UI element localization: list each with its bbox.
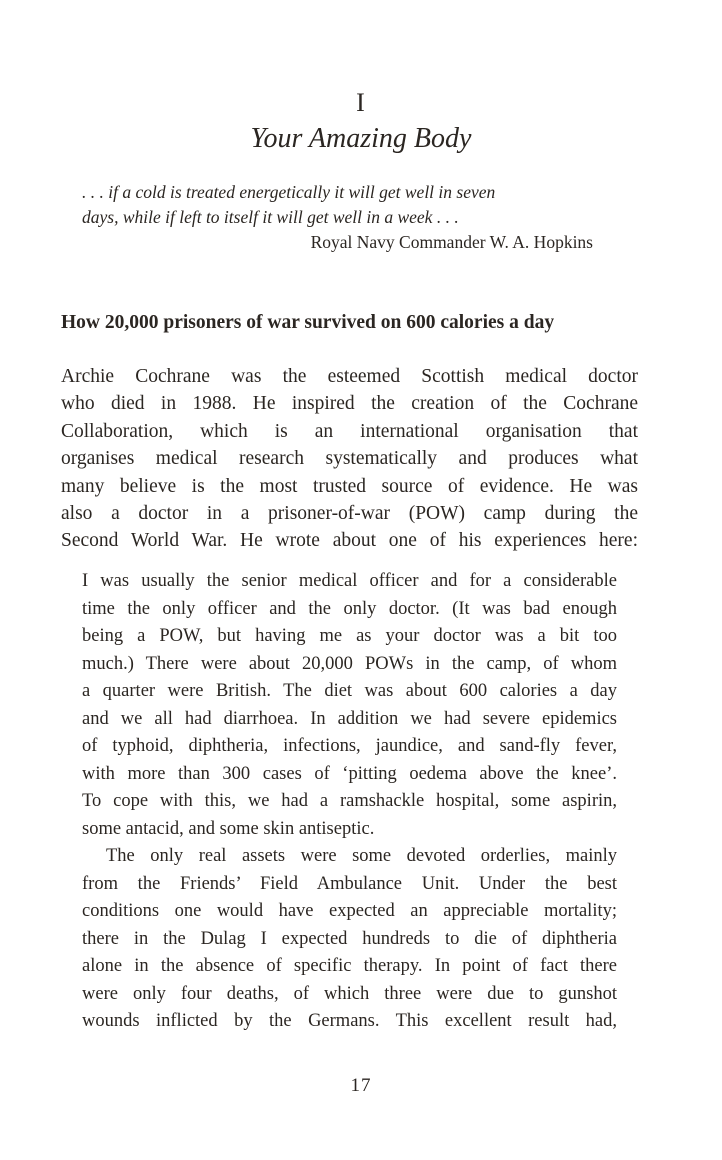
quote-line: time the only officer and the only doctor. (It was bad enough [82,598,617,619]
epigraph-line: days, while if left to itself it will get well in a week . . . [82,207,459,227]
quote-line: were only four deaths, of which three were due to gunshot [82,983,617,1004]
chapter-title: Your Amazing Body [250,123,472,154]
epigraph-attribution: Royal Navy Commander W. A. Hopkins [310,232,593,252]
paragraph-line: Collaboration, which is an international organisation that [61,420,638,442]
quote-line: much.) There were about 20,000 POWs in the camp, of whom [82,653,617,674]
paragraph-line: many believe is the most trusted source of evidence. He was [61,475,638,497]
intro-paragraph [61,363,638,555]
paragraph-line: who died in 1988. He inspired the creation of the Cochrane [61,393,638,415]
quote-line: and we all had diarrhoea. In addition we had severe epidemics [82,708,617,729]
page-number: 17 [350,1075,372,1096]
epigraph [82,180,602,255]
paragraph-line: Second World War. He wrote about one of his experiences here: [61,530,638,552]
epigraph-line: . . . if a cold is treated energetically it will get well in seven [82,182,496,202]
paragraph-line: organises medical research systematically and produces what [61,448,638,470]
quote-line: with more than 300 cases of ‘pitting oedema above the knee’. [82,763,617,784]
quote-line: some antacid, and some skin antiseptic. [82,818,375,839]
quote-line: wounds inflicted by the Germans. This excellent result had, [82,1011,617,1031]
quote-line: I was usually the senior medical officer and for a considerable [82,571,617,591]
quote-line: The only real assets were some devoted orderlies, mainly [106,846,617,866]
quote-line: a quarter were British. The diet was about 600 calories a day [82,681,617,701]
quote-line: alone in the absence of specific therapy. In point of fact there [82,956,617,976]
paragraph-line: Archie Cochrane was the esteemed Scottish medical doctor [61,366,638,387]
chapter-number: I [356,88,366,117]
quote-line: there in the Dulag I expected hundreds to die of diphtheria [82,928,617,949]
paragraph-line: also a doctor in a prisoner-of-war (POW) camp during the [61,502,638,524]
quote-line: from the Friends’ Field Ambulance Unit. Under the best [82,873,617,894]
quote-line: conditions one would have expected an appreciable mortality; [82,901,617,921]
quote-line: of typhoid, diphtheria, infections, jaundice, and sand-fly fever, [82,736,617,756]
quote-line: being a POW, but having me as your doctor was a bit too [82,626,617,646]
section-heading: How 20,000 prisoners of war survived on 600 calories a day [61,312,555,333]
block-quote [82,568,617,1036]
quote-line: To cope with this, we had a ramshackle hospital, some aspirin, [82,791,617,811]
